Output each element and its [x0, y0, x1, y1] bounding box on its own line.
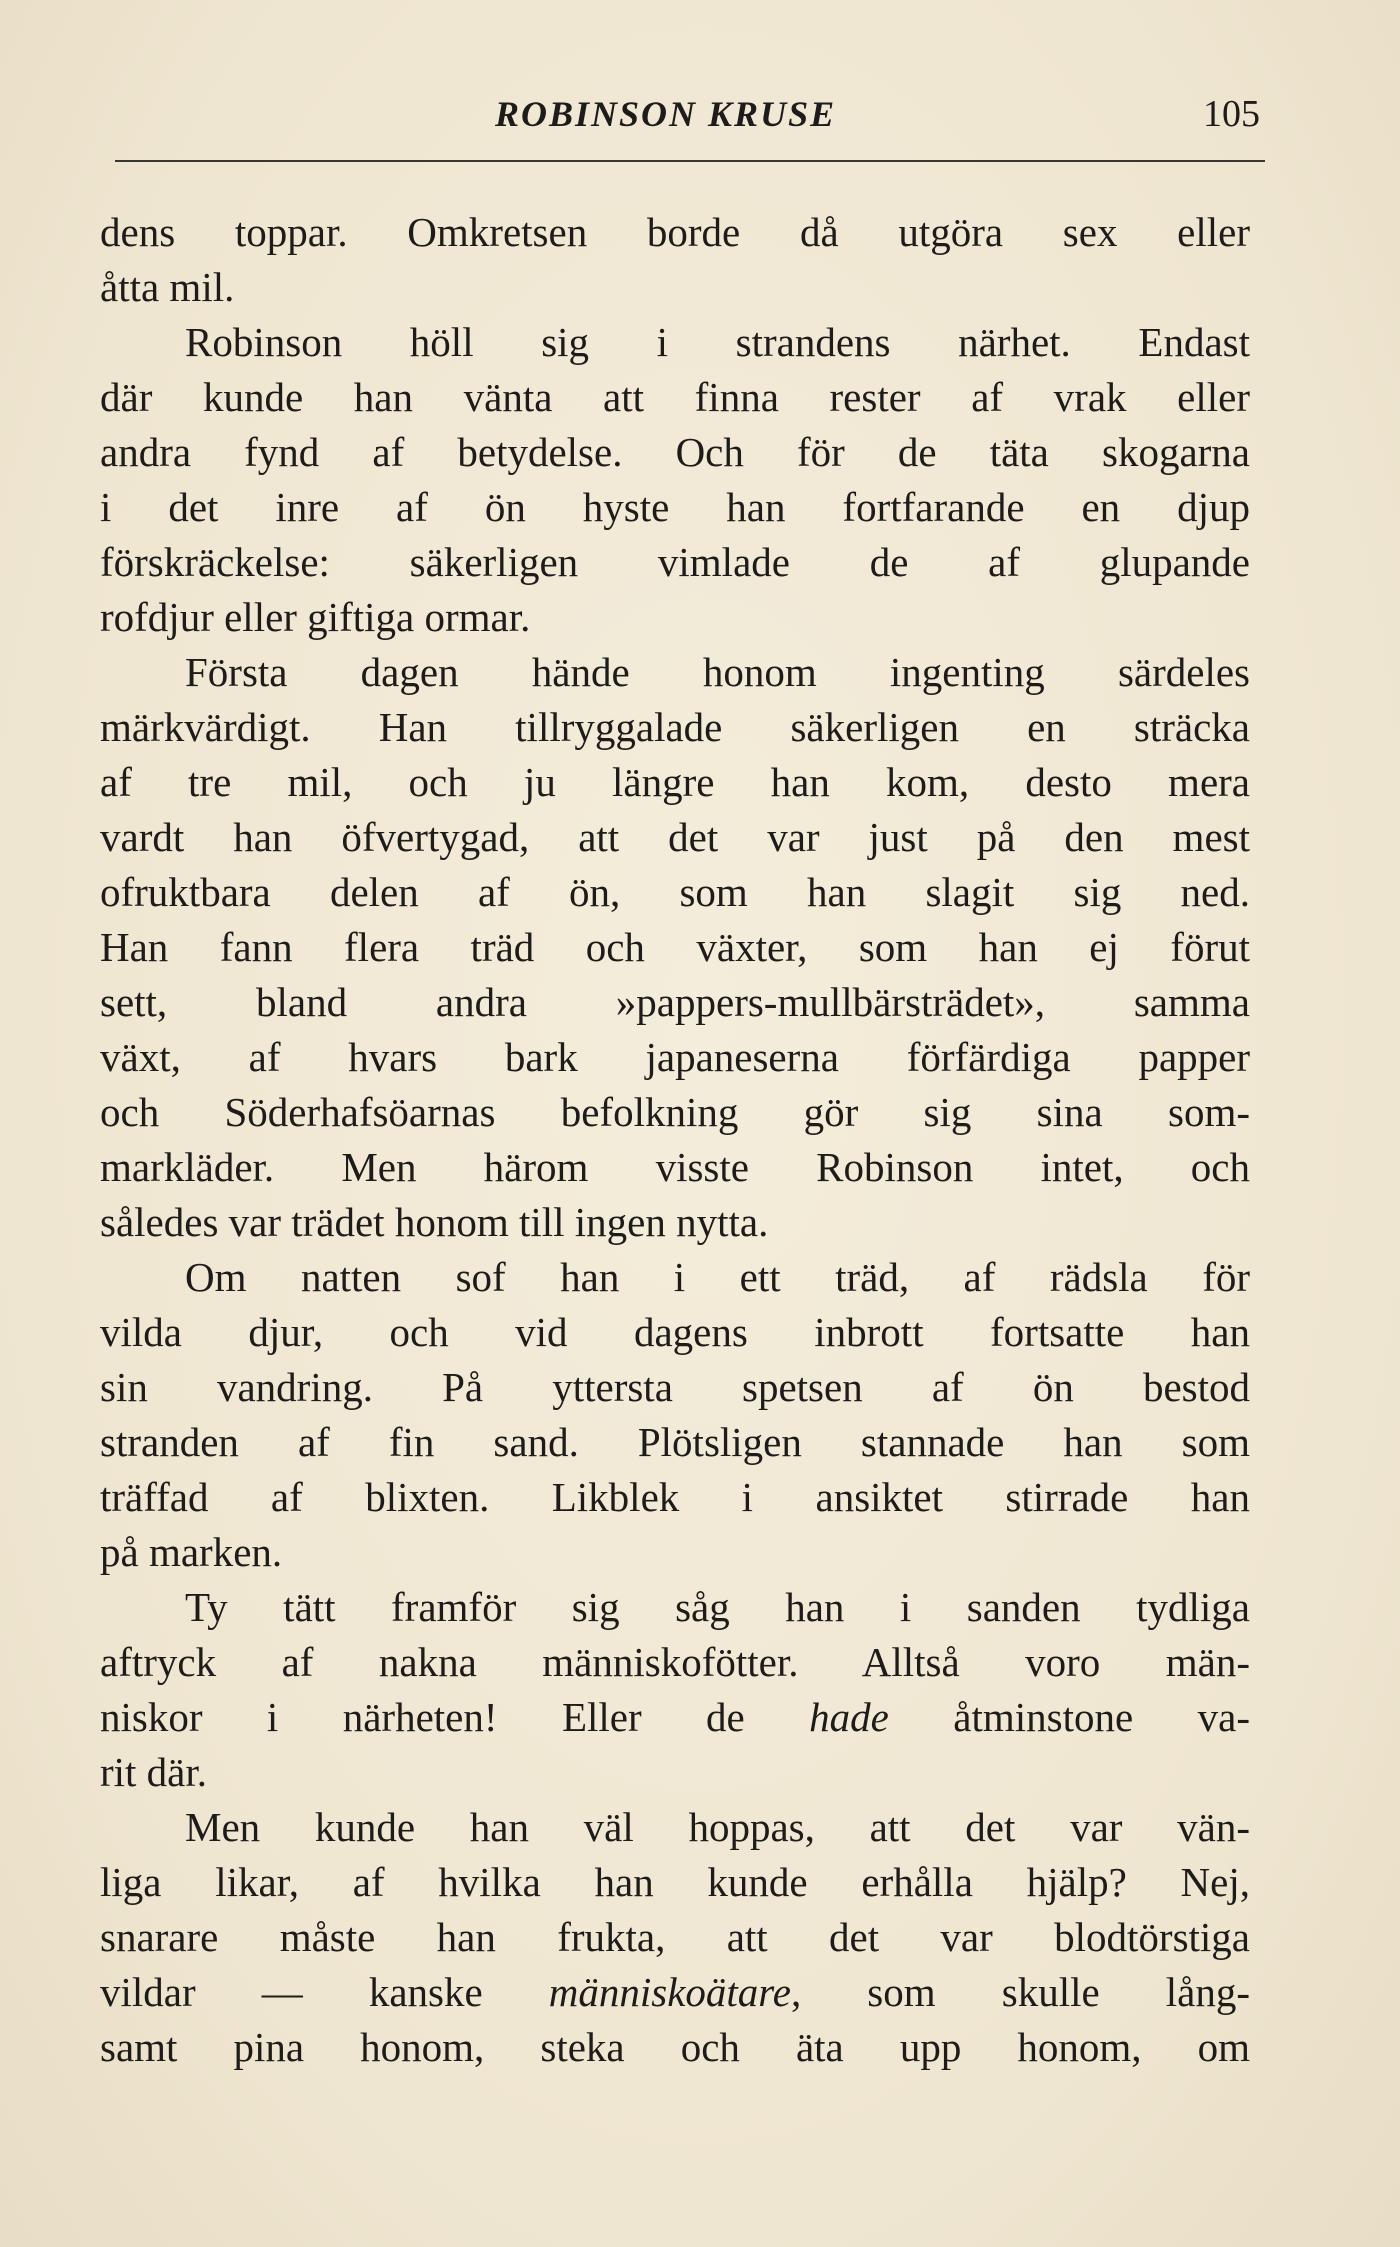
running-title: ROBINSON KRUSE	[495, 94, 837, 134]
text-line: i det inre af ön hyste han fortfarande en djup	[100, 484, 1250, 530]
text-line: liga likar, af hvilka han kunde erhålla hjälp? Nej,	[100, 1859, 1250, 1905]
text-line: rofdjur eller giftiga ormar.	[100, 594, 531, 640]
text-line: sett, bland andra »pappers-mullbärsträdet», samma	[100, 979, 1250, 1025]
text-line: vardt han öfvertygad, att det var just på den mest	[100, 814, 1250, 860]
text-line: markläder. Men härom visste Robinson intet, och	[100, 1144, 1250, 1190]
text-line: stranden af fin sand. Plötsligen stannade han som	[100, 1419, 1250, 1465]
text-line: snarare måste han frukta, att det var blodtörstiga	[100, 1914, 1250, 1960]
text-line: vildar — kanske människoätare, som skulle lång-	[100, 1969, 1251, 2015]
text-line: förskräckelse: säkerligen vimlade de af glupande	[100, 539, 1250, 585]
text-line: och Söderhafsöarnas befolkning gör sig sina som-	[100, 1089, 1250, 1135]
page-number: 105	[1203, 93, 1260, 135]
text-line: af tre mil, och ju längre han kom, desto mera	[100, 759, 1250, 805]
text-line: andra fynd af betydelse. Och för de täta skogarna	[100, 429, 1250, 475]
text-line: således var trädet honom till ingen nytta.	[100, 1199, 769, 1245]
text-line: samt pina honom, steka och äta upp honom, om	[100, 2024, 1250, 2070]
header-rule	[115, 160, 1265, 162]
text-line: vilda djur, och vid dagens inbrott fortsatte han	[100, 1309, 1250, 1355]
text-line: träffad af blixten. Likblek i ansiktet stirrade han	[100, 1474, 1250, 1520]
text-line: ofruktbara delen af ön, som han slagit sig ned.	[100, 869, 1250, 915]
page-header	[110, 90, 1260, 150]
body-text	[100, 205, 1250, 2075]
text-line: rit där.	[100, 1749, 208, 1795]
text-line: dens toppar. Omkretsen borde då utgöra sex eller	[100, 209, 1250, 255]
text-line: Men kunde han väl hoppas, att det var vän-	[185, 1804, 1250, 1850]
text-line: niskor i närheten! Eller de hade åtminstone va-	[100, 1694, 1250, 1740]
text-line: Om natten sof han i ett träd, af rädsla för	[185, 1254, 1250, 1300]
text-line: märkvärdigt. Han tillryggalade säkerligen en sträcka	[100, 704, 1250, 750]
text-line: växt, af hvars bark japaneserna förfärdiga papper	[100, 1034, 1250, 1080]
text-line: åtta mil.	[100, 264, 235, 310]
text-line: Robinson höll sig i strandens närhet. Endast	[185, 319, 1250, 365]
text-line: på marken.	[100, 1529, 283, 1575]
text-line: aftryck af nakna människofötter. Alltså voro män-	[100, 1639, 1250, 1685]
text-line: sin vandring. På yttersta spetsen af ön bestod	[100, 1364, 1250, 1410]
text-line: Han fann flera träd och växter, som han ej förut	[100, 924, 1250, 970]
text-line: Första dagen hände honom ingenting särdeles	[185, 649, 1250, 695]
text-line: där kunde han vänta att finna rester af vrak eller	[100, 374, 1250, 420]
text-line: Ty tätt framför sig såg han i sanden tydliga	[185, 1584, 1250, 1630]
